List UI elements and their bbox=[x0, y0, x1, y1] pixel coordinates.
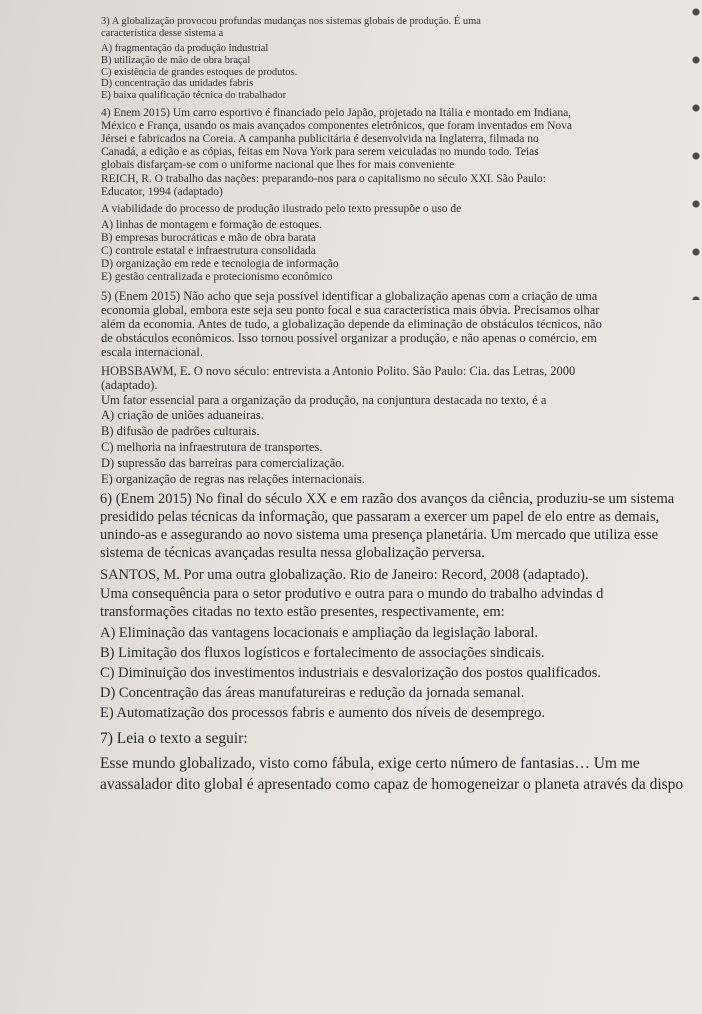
q5-statement-line-4: de obstáculos econômicos. Isso tornou possível organizar a produção, e não apenas o comércio, em bbox=[101, 331, 597, 345]
q3-statement-line-2: característica desse sistema a bbox=[101, 28, 224, 39]
q5-option-e: E) organização de regras nas relações internacionais. bbox=[101, 472, 365, 486]
q5-option-b: B) difusão de padrões culturais. bbox=[101, 424, 260, 438]
q6-citation: SANTOS, M. Por uma outra globalização. Rio de Janeiro: Record, 2008 (adaptado). bbox=[100, 567, 589, 583]
q6-question-line-1: Uma consequência para o setor produtivo e outra para o mundo do trabalho advindas d bbox=[100, 586, 604, 602]
q3-option-a: A) fragmentação da produção industrial bbox=[101, 43, 269, 54]
q6-statement-line-3: unindo-as e assegurando ao novo sistema uma presença planetária. Um mercado que utiliza esse bbox=[100, 527, 659, 543]
q6-statement-line-1: 6) (Enem 2015) No final do século XX e em razão dos avanços da ciência, produziu-se um sistema bbox=[100, 491, 675, 507]
q5-citation-line-2: (adaptado). bbox=[101, 378, 158, 392]
q4-statement-line-2: México e França, usando os mais avançados componentes eletrônicos, que foram inventados em Nova bbox=[101, 120, 573, 132]
q4-option-e: E) gestão centralizada e protecionismo econômico bbox=[101, 271, 333, 283]
q5-question: Um fator essencial para a organização da produção, na conjuntura destacada no texto, é a bbox=[101, 393, 547, 407]
q3-option-d: D) concentração das unidades fabris bbox=[101, 78, 254, 89]
q4-statement-line-5: globais disfarçam-se com o uniforme nacional que lhes for mais conveniente bbox=[101, 159, 455, 171]
q5-statement-line-1: 5) (Enem 2015) Não acho que seja possível identificar a globalização apenas com a criação de uma bbox=[101, 289, 598, 303]
q4-statement-line-1: 4) Enem 2015) Um carro esportivo é financiado pelo Japão, projetado na Itália e montado em Indiana, bbox=[101, 107, 572, 119]
q5-statement-line-2: economia global, embora este seja seu ponto focal e sua característica mais óbvia. Precisamos olhar bbox=[101, 303, 600, 317]
q4-statement-line-3: Jérsei e fabricados na Coreia. A campanha publicitária é desenvolvida na Inglaterra, filmada no bbox=[101, 133, 539, 145]
q4-citation-line-1: REICH, R. O trabalho das nações: preparando-nos para o capitalismo no século XXI. São Paulo: bbox=[101, 173, 546, 185]
q5-option-c: C) melhoria na infraestrutura de transportes. bbox=[101, 440, 323, 454]
q7-text-line-1: Esse mundo globalizado, visto como fábula, exige certo número de fantasias… Um me bbox=[100, 755, 640, 772]
q5-statement-line-5: escala internacional. bbox=[101, 345, 204, 359]
q4-question: A viabilidade do processo de produção ilustrado pelo texto pressupõe o uso de bbox=[101, 203, 462, 215]
q7-text-line-2: avassalador dito global é apresentado como capaz de homogeneizar o planeta através da dispo bbox=[100, 776, 684, 793]
q5-citation-line-1: HOBSBAWM, E. O novo século: entrevista a Antonio Polito. São Paulo: Cia. das Letras, 2000 bbox=[101, 364, 576, 378]
q4-statement-line-4: Canadá, a edição e as cópias, feitas em Nova York para serem veiculadas no mundo todo. Teias bbox=[101, 146, 539, 158]
q5-option-d: D) supressão das barreiras para comercialização. bbox=[101, 456, 345, 470]
q6-option-c: C) Diminuição dos investimentos industriais e desvalorização dos postos qualificados. bbox=[100, 665, 601, 681]
q6-statement-line-2: presidido pelas técnicas da informação, que passaram a exercer um papel de elo entre as demais, bbox=[100, 509, 660, 525]
q6-question-line-2: transformações citadas no texto estão presentes, respectivamente, em: bbox=[100, 604, 505, 620]
q6-option-e: E) Automatização dos processos fabris e aumento dos níveis de desemprego. bbox=[100, 705, 545, 721]
q6-statement-line-4: sistema de técnicas avançadas resulta nessa globalização perversa. bbox=[100, 545, 485, 561]
q7-heading: 7) Leia o texto a seguir: bbox=[100, 730, 248, 747]
q6-option-a: A) Eliminação das vantagens locacionais e ampliação da legislação laboral. bbox=[100, 625, 539, 641]
q4-citation-line-2: Educator, 1994 (adaptado) bbox=[101, 186, 223, 198]
q3-option-c: C) existência de grandes estoques de produtos. bbox=[101, 67, 298, 78]
q6-option-d: D) Concentração das áreas manufatureiras e redução da jornada semanal. bbox=[100, 685, 525, 701]
page-edge-shadow bbox=[686, 0, 702, 300]
q5-statement-line-3: além da economia. Antes de tudo, a globalização depende da eliminação de obstáculos técnicos, não bbox=[101, 317, 602, 331]
q4-option-d: D) organização em rede e tecnologia de informação bbox=[101, 258, 339, 270]
q6-option-b: B) Limitação dos fluxos logísticos e fortalecimento de associações sindicais. bbox=[100, 645, 545, 661]
q4-option-a: A) linhas de montagem e formação de estoques. bbox=[101, 219, 322, 231]
q3-option-e: E) baixa qualificação técnica do trabalhador bbox=[101, 90, 287, 101]
q3-option-b: B) utilização de mão de obra braçal bbox=[101, 55, 251, 66]
q5-option-a: A) criação de uniões aduaneiras. bbox=[101, 408, 264, 422]
q4-option-b: B) empresas burocráticas e mão de obra barata bbox=[101, 232, 316, 244]
q4-option-c: C) controle estatal e infraestrutura consolidada bbox=[101, 245, 316, 257]
q3-statement-line-1: 3) A globalização provocou profundas mudanças nos sistemas globais de produção. É uma bbox=[101, 16, 481, 27]
